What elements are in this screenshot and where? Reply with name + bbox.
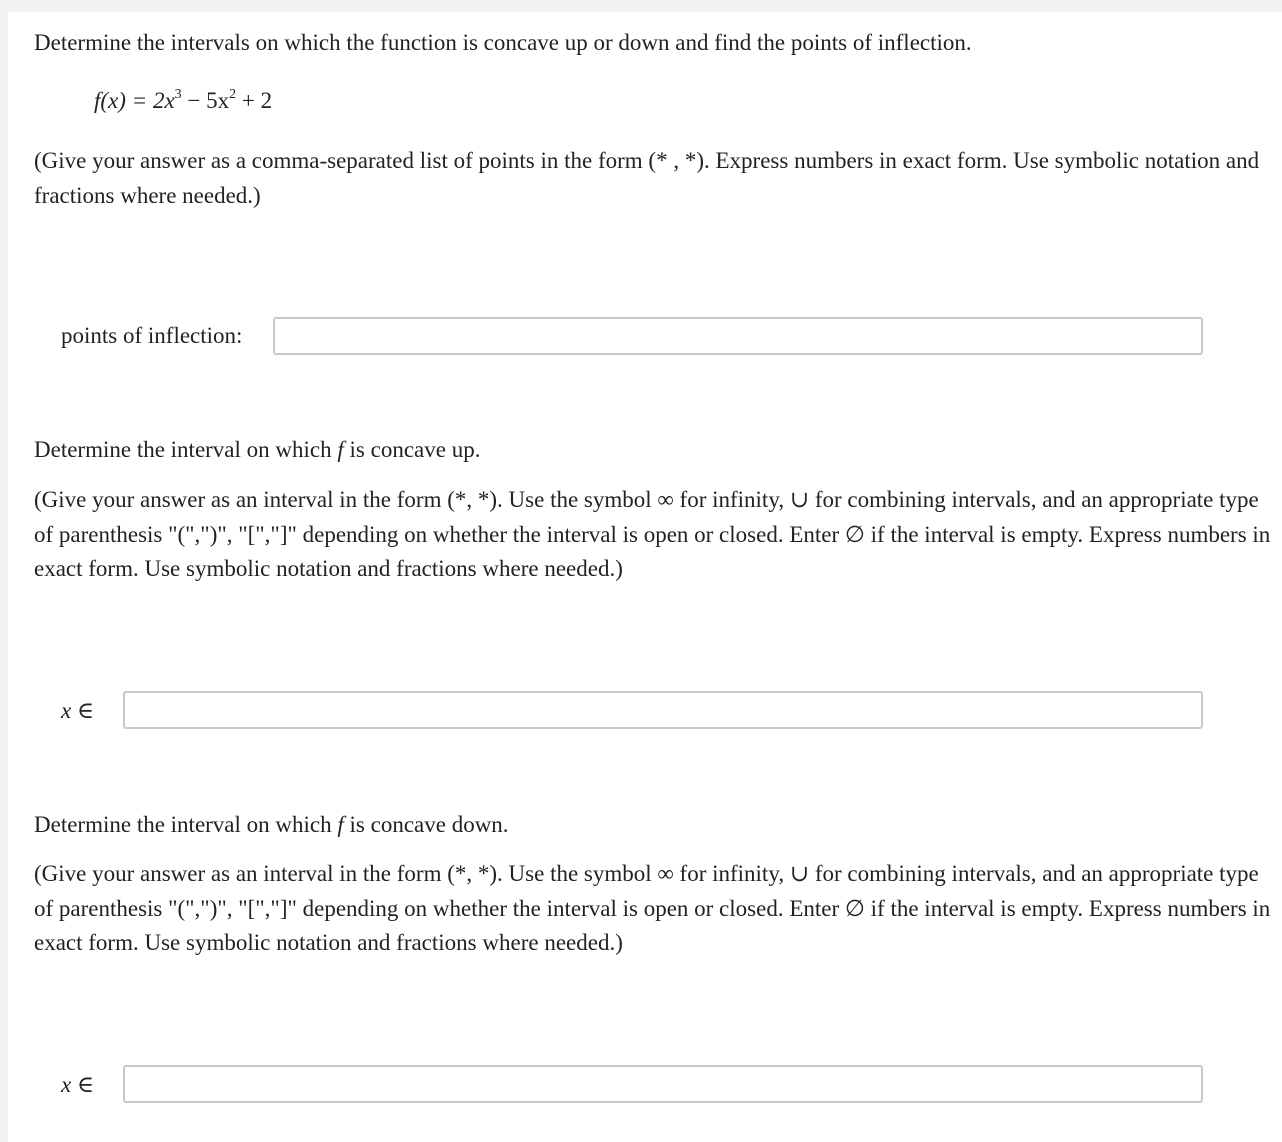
- concave-down-prompt: [34, 812, 509, 838]
- concave-down-prompt-post: is concave down.: [343, 812, 509, 837]
- inflection-label: points of inflection:: [61, 323, 243, 348]
- question-intro: Determine the intervals on which the function is concave up or down and find the points of inflection.: [34, 30, 972, 55]
- concave-up-input[interactable]: [123, 691, 1203, 729]
- concave-down-input[interactable]: [123, 1065, 1203, 1103]
- concave-up-prompt-pre: Determine the interval on which: [34, 437, 338, 462]
- concave-up-x-var: x: [61, 698, 72, 723]
- concave-up-prompt-post: is concave up.: [343, 437, 481, 462]
- formula-exponent-3: 3: [174, 87, 182, 102]
- concave-down-f: f: [337, 812, 344, 837]
- function-formula: [94, 88, 272, 114]
- element-of-symbol: ∈: [71, 1072, 94, 1097]
- concave-down-x-var: x: [61, 1072, 72, 1097]
- element-of-symbol: ∈: [71, 698, 94, 723]
- concave-up-x-label: [61, 698, 94, 724]
- concave-up-prompt: [34, 437, 480, 463]
- concave-down-instructions: (Give your answer as an interval in the form (*, *). Use the symbol ∞ for infinity, ∪ for combining intervals, and an appropriate type of parenthesis "(",")", "[","]" depending on whether the interval is open or closed. Enter ∅ if the interval is empty. Express numbers in exact form. Use symbolic notation and fractions where needed.): [34, 861, 1271, 955]
- concave-down-x-label: [61, 1072, 94, 1098]
- concave-up-instructions: (Give your answer as an interval in the form (*, *). Use the symbol ∞ for infinity, ∪ for combining intervals, and an appropriate type of parenthesis "(",")", "[","]" depending on whether the interval is open or closed. Enter ∅ if the interval is empty. Express numbers in exact form. Use symbolic notation and fractions where needed.): [34, 487, 1271, 581]
- formula-mid: − 5x: [181, 88, 230, 113]
- inflection-instructions: (Give your answer as a comma-separated list of points in the form (* , *). Express numbers in exact form. Use symbolic notation and fractions where needed.): [34, 148, 1260, 208]
- formula-lhs: f(x) = 2x: [94, 88, 175, 113]
- inflection-input[interactable]: [273, 317, 1203, 355]
- concave-up-f: f: [337, 437, 344, 462]
- formula-exponent-2: 2: [229, 87, 237, 102]
- concave-down-prompt-pre: Determine the interval on which: [34, 812, 338, 837]
- formula-rhs: + 2: [236, 88, 273, 113]
- question-panel: [8, 12, 1282, 1142]
